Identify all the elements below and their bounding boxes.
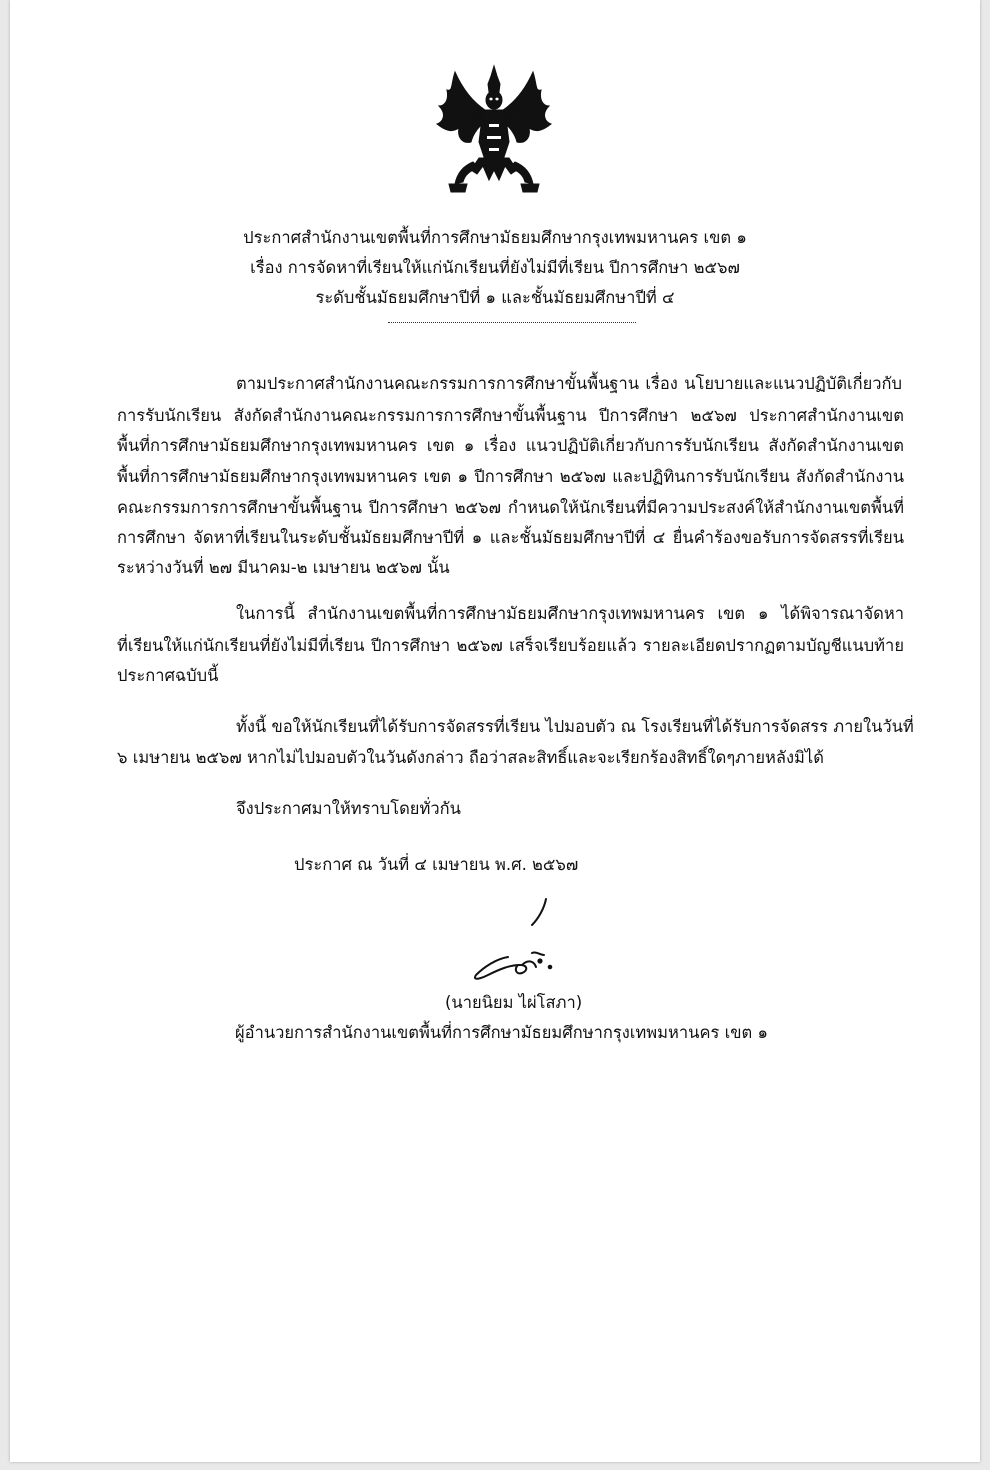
paragraph-2-line: ประกาศฉบับนี้ bbox=[117, 666, 219, 685]
paragraph-3-line: ๖ เมษายน ๒๕๖๗ หากไม่ไปมอบตัวในวันดังกล่าว ถือว่าสละสิทธิ์และจะเรียกร้องสิทธิ์ใดๆภายหลังมิได้ bbox=[117, 748, 824, 767]
garuda-emblem-icon bbox=[433, 62, 555, 202]
closing-statement: จึงประกาศมาให้ทราบโดยทั่วกัน bbox=[236, 799, 461, 818]
announcement-level: ระดับชั้นมัธยมศึกษาปีที่ ๑ และชั้นมัธยมศึกษาปีที่ ๔ bbox=[315, 288, 675, 307]
announcement-title: ประกาศสำนักงานเขตพื้นที่การศึกษามัธยมศึกษากรุงเทพมหานคร เขต ๑ bbox=[243, 228, 747, 247]
paragraph-2-line: ที่เรียนให้แก่นักเรียนที่ยังไม่มีที่เรียน ปีการศึกษา ๒๕๖๗ เสร็จเรียบร้อยแล้ว รายละเอียดปรากฏตามบัญชีแนบท้าย bbox=[117, 636, 904, 655]
paragraph-3-line: ทั้งนี้ ขอให้นักเรียนที่ได้รับการจัดสรรที่เรียน ไปมอบตัว ณ โรงเรียนที่ได้รับการจัดสรร ภายในวันที่ bbox=[236, 717, 914, 736]
announcement-date: ประกาศ ณ วันที่ ๔ เมษายน พ.ศ. ๒๕๖๗ bbox=[294, 855, 579, 874]
handwritten-signature bbox=[448, 895, 560, 995]
paragraph-1-line: คณะกรรมการการศึกษาขั้นพื้นฐาน ปีการศึกษา ๒๕๖๗ กำหนดให้นักเรียนที่มีความประสงค์ให้สำนักงานเขตพื้นที่ bbox=[117, 498, 904, 517]
signer-position: ผู้อำนวยการสำนักงานเขตพื้นที่การศึกษามัธยมศึกษากรุงเทพมหานคร เขต ๑ bbox=[235, 1023, 768, 1042]
title-separator bbox=[388, 322, 636, 325]
announcement-subject: เรื่อง การจัดหาที่เรียนให้แก่นักเรียนที่ยังไม่มีที่เรียน ปีการศึกษา ๒๕๖๗ bbox=[250, 258, 740, 277]
paragraph-1-line: ตามประกาศสำนักงานคณะกรรมการการศึกษาขั้นพื้นฐาน เรื่อง นโยบายและแนวปฏิบัติเกี่ยวกับ bbox=[236, 374, 902, 393]
signer-name: (นายนิยม ไผ่โสภา) bbox=[445, 993, 583, 1012]
paragraph-2-line: ในการนี้ สำนักงานเขตพื้นที่การศึกษามัธยมศึกษากรุงเทพมหานคร เขต ๑ ได้พิจารณาจัดหา bbox=[236, 604, 904, 623]
paragraph-1-line: การศึกษา จัดหาที่เรียนในระดับชั้นมัธยมศึกษาปีที่ ๑ และชั้นมัธยมศึกษาปีที่ ๔ ยื่นคำร้องขอรับการจัดสรรที่เรียน bbox=[117, 528, 904, 547]
paragraph-1-line: พื้นที่การศึกษามัธยมศึกษากรุงเทพมหานคร เขต ๑ เรื่อง แนวปฏิบัติเกี่ยวกับการรับนักเรียน สังกัดสำนักงานเขต bbox=[117, 436, 904, 455]
paragraph-1-line: ระหว่างวันที่ ๒๗ มีนาคม-๒ เมษายน ๒๕๖๗ นั้น bbox=[117, 558, 450, 577]
paragraph-1-line: การรับนักเรียน สังกัดสำนักงานคณะกรรมการการศึกษาขั้นพื้นฐาน ปีการศึกษา ๒๕๖๗ ประกาศสำนักงานเขต bbox=[117, 406, 904, 425]
paragraph-1-line: พื้นที่การศึกษามัธยมศึกษากรุงเทพมหานคร เขต ๑ ปีการศึกษา ๒๕๖๗ และปฏิทินการรับนักเรียน สังกัดสำนักงาน bbox=[117, 467, 904, 486]
